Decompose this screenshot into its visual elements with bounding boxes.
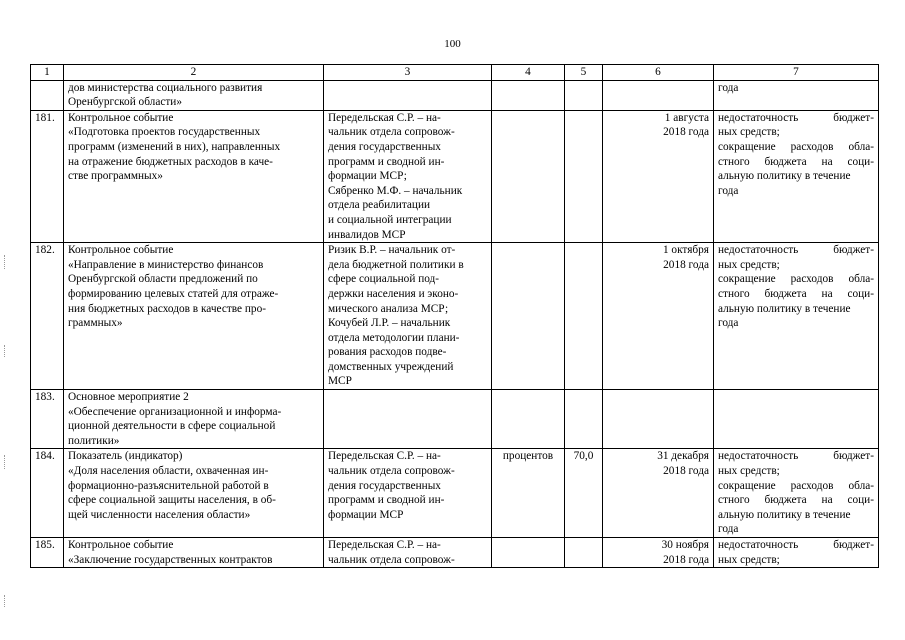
measures-table xyxy=(30,64,879,568)
margin-mark xyxy=(4,255,7,269)
responsible-cell-line: Передельская С.Р. – на- xyxy=(328,539,441,551)
event-cell-line: политики» xyxy=(68,434,120,447)
value-cell xyxy=(565,538,603,568)
date-cell-line: 30 ноября xyxy=(661,539,709,551)
event-cell xyxy=(64,110,324,242)
unit-cell: процентов xyxy=(492,449,565,538)
value-cell xyxy=(565,390,603,449)
issues-cell-line: альную политику в течение xyxy=(718,508,851,521)
event-cell-line: граммных» xyxy=(68,317,123,330)
column-header: 3 xyxy=(324,65,492,81)
issues-cell-line: года xyxy=(718,523,739,536)
date-cell xyxy=(603,538,714,568)
row-number: 184. xyxy=(31,449,64,538)
event-cell xyxy=(64,449,324,538)
row-number xyxy=(31,80,64,110)
responsible-cell-line: формации МСР; xyxy=(328,170,407,183)
event-cell xyxy=(64,80,324,110)
event-cell-line: «Подготовка проектов государственных xyxy=(68,126,261,139)
responsible-cell-line: чальник отдела сопровож- xyxy=(328,553,455,566)
value-cell xyxy=(565,110,603,242)
date-cell-line: 1 августа xyxy=(664,111,709,124)
responsible-cell-line: Кочубей Л.Р. – начальник xyxy=(328,317,451,330)
issues-cell-line: сокращение расходов обла- xyxy=(718,479,874,492)
responsible-cell-line: МСР xyxy=(328,375,352,388)
responsible-cell-line: дела бюджетной политики в xyxy=(328,258,464,271)
date-cell-line: 2018 года xyxy=(663,258,709,271)
event-cell-line: Основное мероприятие 2 xyxy=(68,391,189,404)
column-header: 1 xyxy=(31,65,64,81)
responsible-cell-line: программ и сводной ин- xyxy=(328,155,445,168)
issues-cell-line: альную политику в течение xyxy=(718,170,851,183)
date-cell-line: 2018 года xyxy=(663,126,709,139)
date-cell-line: 1 октября xyxy=(662,244,709,257)
column-header: 7 xyxy=(714,65,879,81)
event-cell-line: дов министерства социального развития xyxy=(68,81,263,94)
issues-cell xyxy=(714,110,879,242)
date-cell-line: 2018 года xyxy=(663,553,709,566)
event-cell-line: формированию целевых статей для отраже- xyxy=(68,287,279,300)
responsible-cell xyxy=(324,390,492,449)
responsible-cell-line: Передельская С.Р. – на- xyxy=(328,450,441,463)
unit-cell xyxy=(492,390,565,449)
responsible-cell-line: Ризик В.Р. – начальник от- xyxy=(328,244,456,257)
row-number: 185. xyxy=(31,538,64,568)
event-cell-line: Контрольное событие xyxy=(68,539,174,551)
column-header: 6 xyxy=(603,65,714,81)
issues-cell-line: ных средств; xyxy=(718,258,780,271)
issues-cell-line: ных средств; xyxy=(718,553,780,566)
margin-mark xyxy=(4,345,7,357)
issues-cell-line: сокращение расходов обла- xyxy=(718,273,874,286)
date-cell xyxy=(603,243,714,390)
responsible-cell-line: рования расходов подве- xyxy=(328,346,447,359)
issues-cell xyxy=(714,390,879,449)
issues-cell-line: стного бюджета на соци- xyxy=(718,155,874,168)
event-cell-line: сфере социальной защиты населения, в об- xyxy=(68,494,276,507)
table-row xyxy=(31,390,879,449)
event-cell-line: Контрольное событие xyxy=(68,111,174,124)
row-number: 181. xyxy=(31,110,64,242)
event-cell-line: «Заключение государственных контрактов xyxy=(68,553,273,566)
column-header: 2 xyxy=(64,65,324,81)
responsible-cell-line: Передельская С.Р. – на- xyxy=(328,111,441,124)
issues-cell xyxy=(714,243,879,390)
responsible-cell-line: инвалидов МСР xyxy=(328,228,406,241)
responsible-cell-line: отдела методологии плани- xyxy=(328,331,460,344)
issues-cell-line: стного бюджета на соци- xyxy=(718,287,874,300)
issues-cell-line: года xyxy=(718,184,739,197)
issues-cell-line: недостаточность бюджет- xyxy=(718,111,874,124)
page-number: 100 xyxy=(444,38,461,50)
margin-mark xyxy=(4,595,7,607)
issues-cell-line: недостаточность бюджет- xyxy=(718,244,874,257)
date-cell xyxy=(603,449,714,538)
issues-cell xyxy=(714,538,879,568)
responsible-cell-line: домственных учреждений xyxy=(328,360,454,373)
date-cell-line: 2018 года xyxy=(663,465,709,478)
responsible-cell-line: программ и сводной ин- xyxy=(328,494,445,507)
responsible-cell-line: держки населения и эконо- xyxy=(328,287,459,300)
issues-cell-line: ных средств; xyxy=(718,126,780,139)
responsible-cell xyxy=(324,243,492,390)
event-cell-line: Контрольное событие xyxy=(68,244,174,257)
event-cell-line: программ (изменений в них), направленных xyxy=(68,140,281,153)
responsible-cell-line: сфере социальной под- xyxy=(328,273,440,286)
header-row xyxy=(31,65,879,81)
responsible-cell-line: чальник отдела сопровож- xyxy=(328,126,455,139)
date-cell xyxy=(603,110,714,242)
issues-cell-line: стного бюджета на соци- xyxy=(718,494,874,507)
issues-cell xyxy=(714,80,879,110)
table-body xyxy=(31,80,879,568)
event-cell-line: ния бюджетных расходов в качестве про- xyxy=(68,302,266,315)
column-header: 4 xyxy=(492,65,565,81)
value-cell: 70,0 xyxy=(565,449,603,538)
unit-cell xyxy=(492,538,565,568)
event-cell-line: на отражение бюджетных расходов в каче- xyxy=(68,155,273,168)
responsible-cell-line: формации МСР xyxy=(328,508,404,521)
event-cell-line: щей численности населения области» xyxy=(68,508,251,521)
responsible-cell-line: Сябренко М.Ф. – начальник xyxy=(328,184,463,197)
issues-cell-line: ных средств; xyxy=(718,465,780,478)
unit-cell xyxy=(492,243,565,390)
event-cell-line: «Доля населения области, охваченная ин- xyxy=(68,465,269,478)
date-cell-line: 31 декабря xyxy=(657,450,709,463)
table-row xyxy=(31,110,879,242)
margin-mark xyxy=(4,455,7,469)
date-cell xyxy=(603,390,714,449)
responsible-cell xyxy=(324,80,492,110)
responsible-cell-line: дения государственных xyxy=(328,479,441,492)
responsible-cell xyxy=(324,110,492,242)
event-cell-line: Оренбургской области предложений по xyxy=(68,273,258,286)
issues-cell xyxy=(714,449,879,538)
unit-cell xyxy=(492,80,565,110)
value-cell xyxy=(565,80,603,110)
issues-cell-line: альную политику в течение xyxy=(718,302,851,315)
issues-cell-line: года xyxy=(718,81,739,94)
issues-cell-line: недостаточность бюджет- xyxy=(718,539,874,551)
event-cell xyxy=(64,390,324,449)
event-cell xyxy=(64,243,324,390)
issues-cell-line: года xyxy=(718,317,739,330)
responsible-cell-line: отдела реабилитации xyxy=(328,199,431,212)
responsible-cell-line: мического анализа МСР; xyxy=(328,302,449,315)
issues-cell-line: сокращение расходов обла- xyxy=(718,140,874,153)
responsible-cell xyxy=(324,538,492,568)
value-cell xyxy=(565,243,603,390)
event-cell-line: ционной деятельности в сфере социальной xyxy=(68,420,276,433)
event-cell-line: Оренбургской области» xyxy=(68,96,182,109)
event-cell xyxy=(64,538,324,568)
event-cell-line: стве программных» xyxy=(68,170,163,183)
event-cell-line: формационно-разъяснительной работой в xyxy=(68,479,269,492)
responsible-cell-line: и социальной интеграции xyxy=(328,213,452,226)
table-row xyxy=(31,449,879,538)
event-cell-line: Показатель (индикатор) xyxy=(68,450,183,463)
table-row xyxy=(31,80,879,110)
responsible-cell xyxy=(324,449,492,538)
column-header: 5 xyxy=(565,65,603,81)
event-cell-line: «Направление в министерство финансов xyxy=(68,258,264,271)
table-row xyxy=(31,243,879,390)
row-number: 183. xyxy=(31,390,64,449)
responsible-cell-line: дения государственных xyxy=(328,140,441,153)
table-row xyxy=(31,538,879,568)
responsible-cell-line: чальник отдела сопровож- xyxy=(328,465,455,478)
event-cell-line: «Обеспечение организационной и информа- xyxy=(68,405,282,418)
row-number: 182. xyxy=(31,243,64,390)
issues-cell-line: недостаточность бюджет- xyxy=(718,450,874,463)
unit-cell xyxy=(492,110,565,242)
date-cell xyxy=(603,80,714,110)
